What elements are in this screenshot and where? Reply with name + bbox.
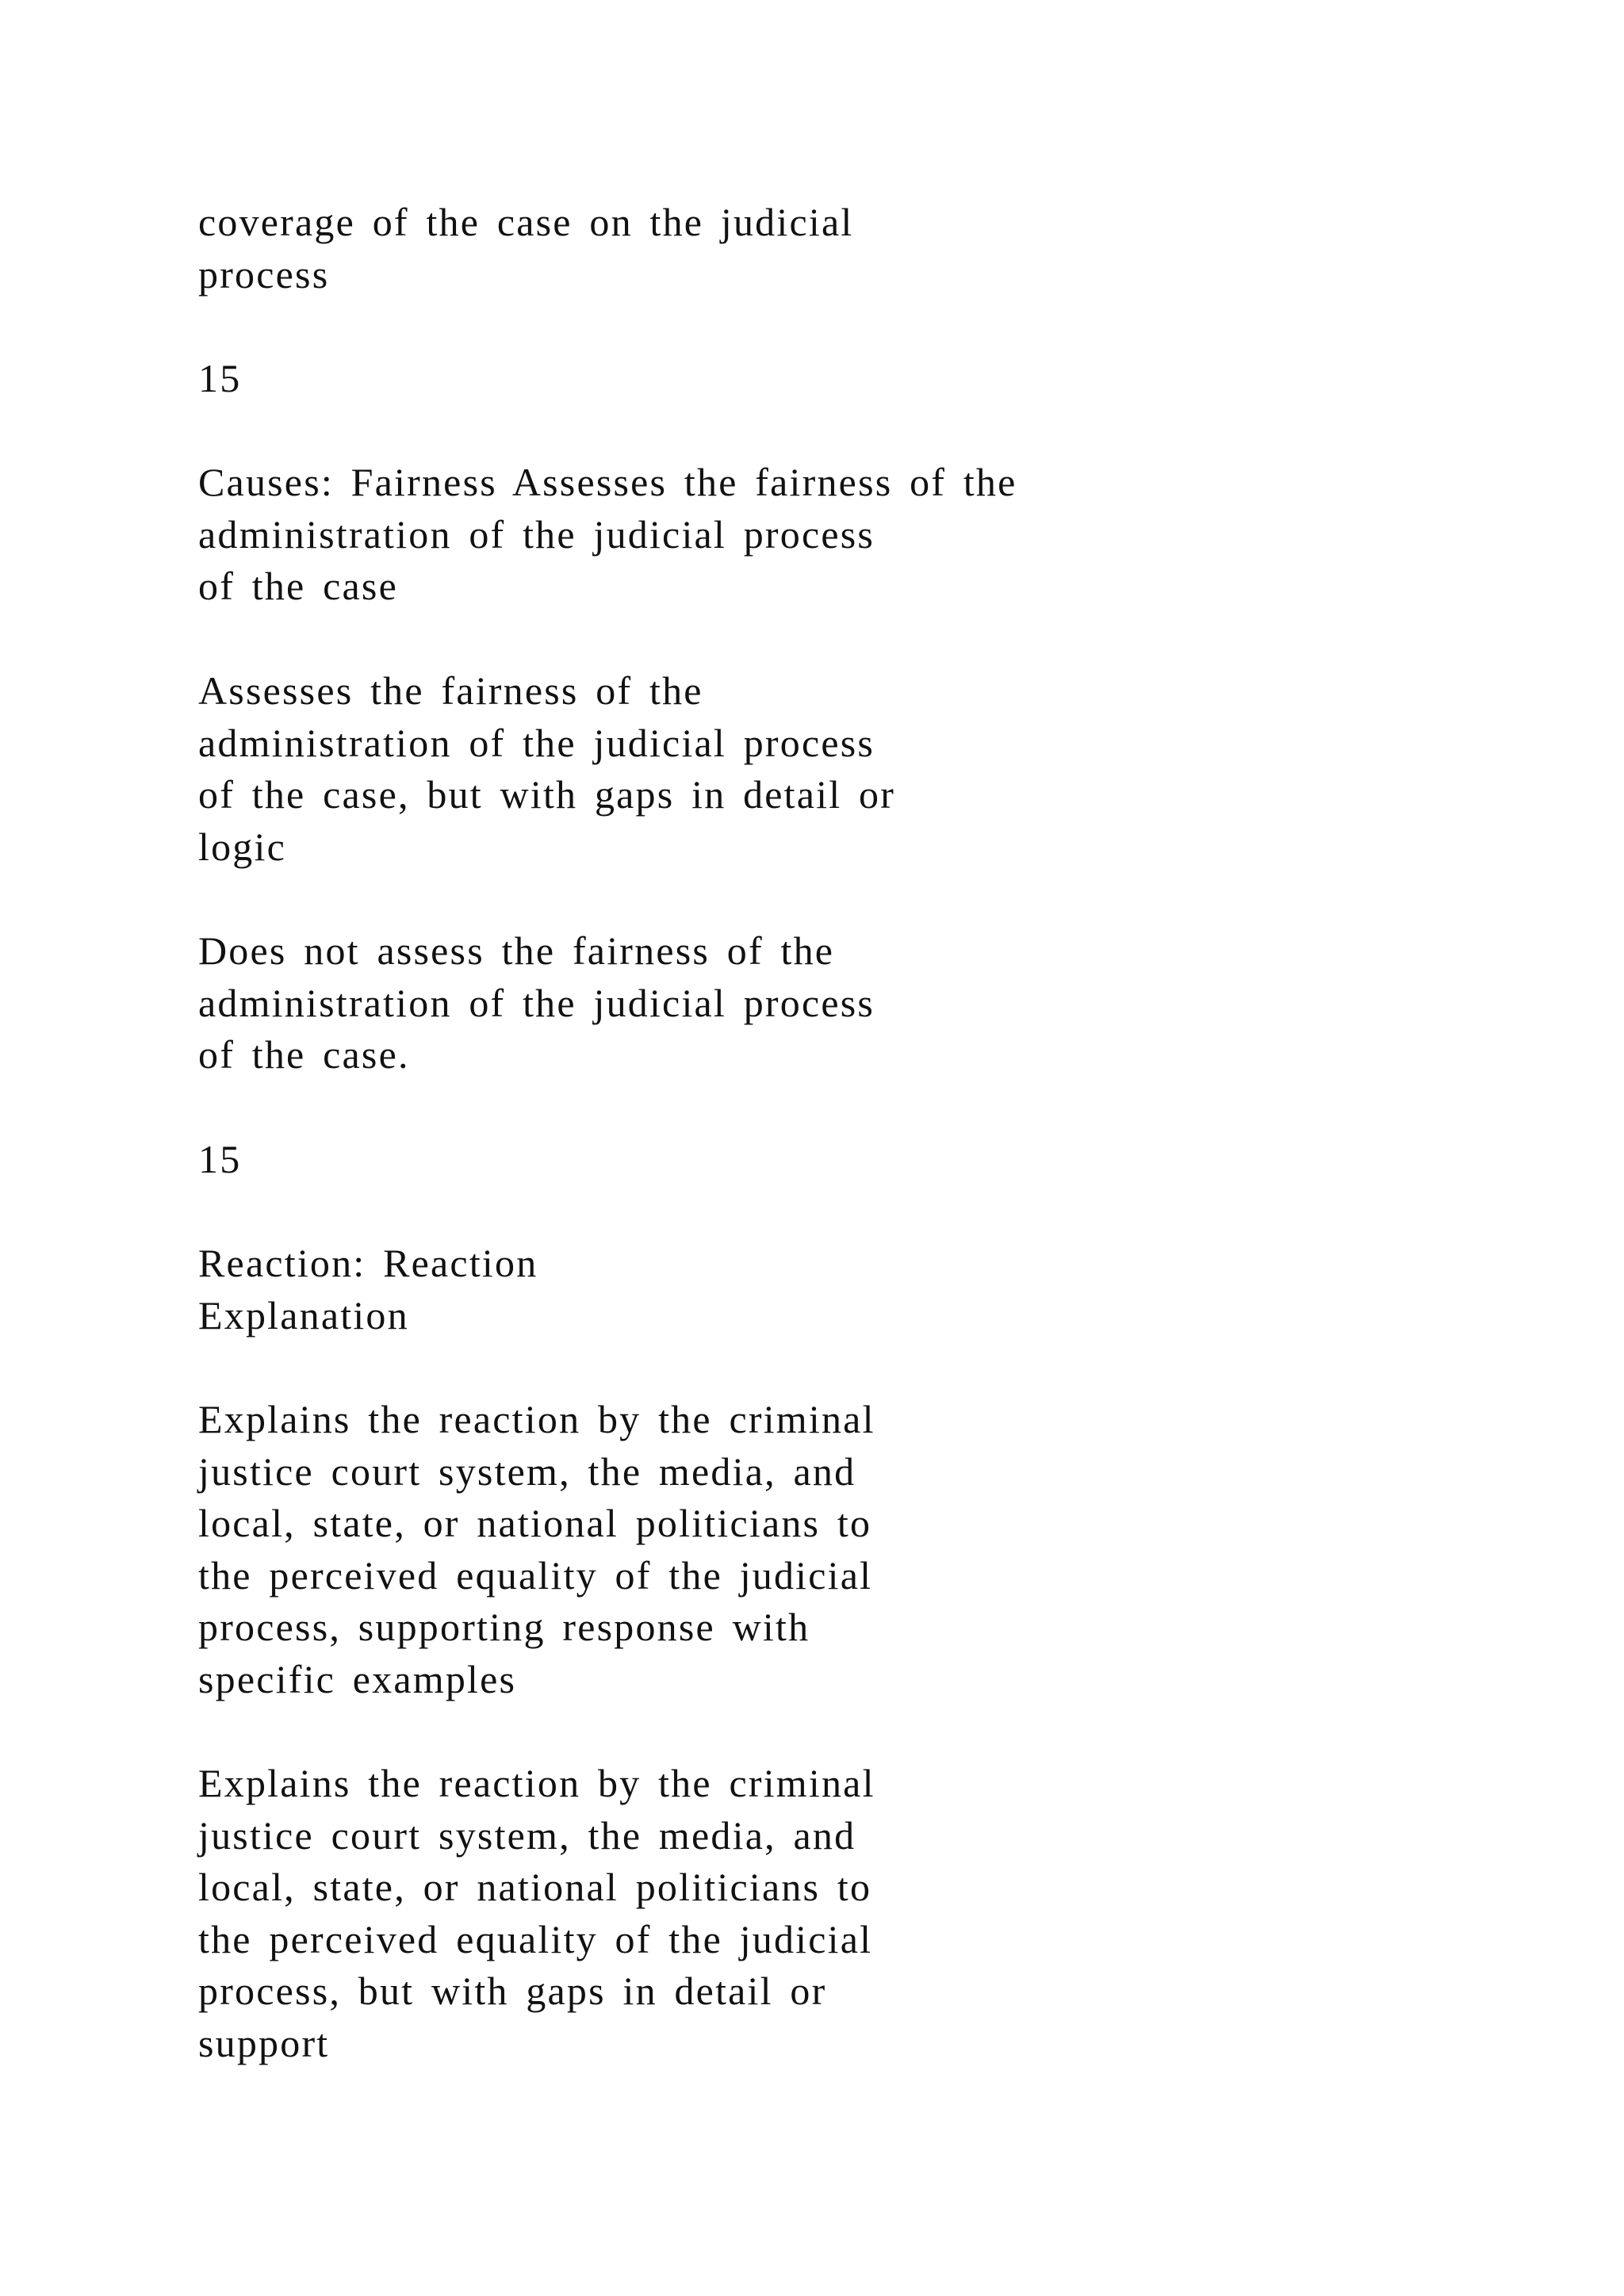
points-value: 15 xyxy=(198,356,242,400)
paragraph-reaction-gaps: Explains the reaction by the criminal justice court system, the media, and local, state, or national politicians to the perceived equality of the judicial process, but with gaps in detail or support xyxy=(198,1761,875,2065)
paragraph-coverage: coverage of the case on the judicial process xyxy=(198,200,854,297)
paragraph-fairness-not-assessed: Does not assess the fairness of the administration of the judicial process of the case. xyxy=(198,928,875,1077)
criterion-reaction: Reaction: Reaction Explanation xyxy=(198,1241,538,1337)
paragraph-fairness-gaps: Assesses the fairness of the administration of the judicial process of the case, but with gaps in detail or logic xyxy=(198,668,896,869)
criterion-causes-fairness: Causes: Fairness Assesses the fairness of the administration of the judicial process of the case xyxy=(198,460,1017,608)
points-value: 15 xyxy=(198,1137,242,1181)
paragraph-reaction-examples: Explains the reaction by the criminal justice court system, the media, and local, state, or national politicians to the perceived equality of the judicial process, supporting response with specific examples xyxy=(198,1397,875,1701)
